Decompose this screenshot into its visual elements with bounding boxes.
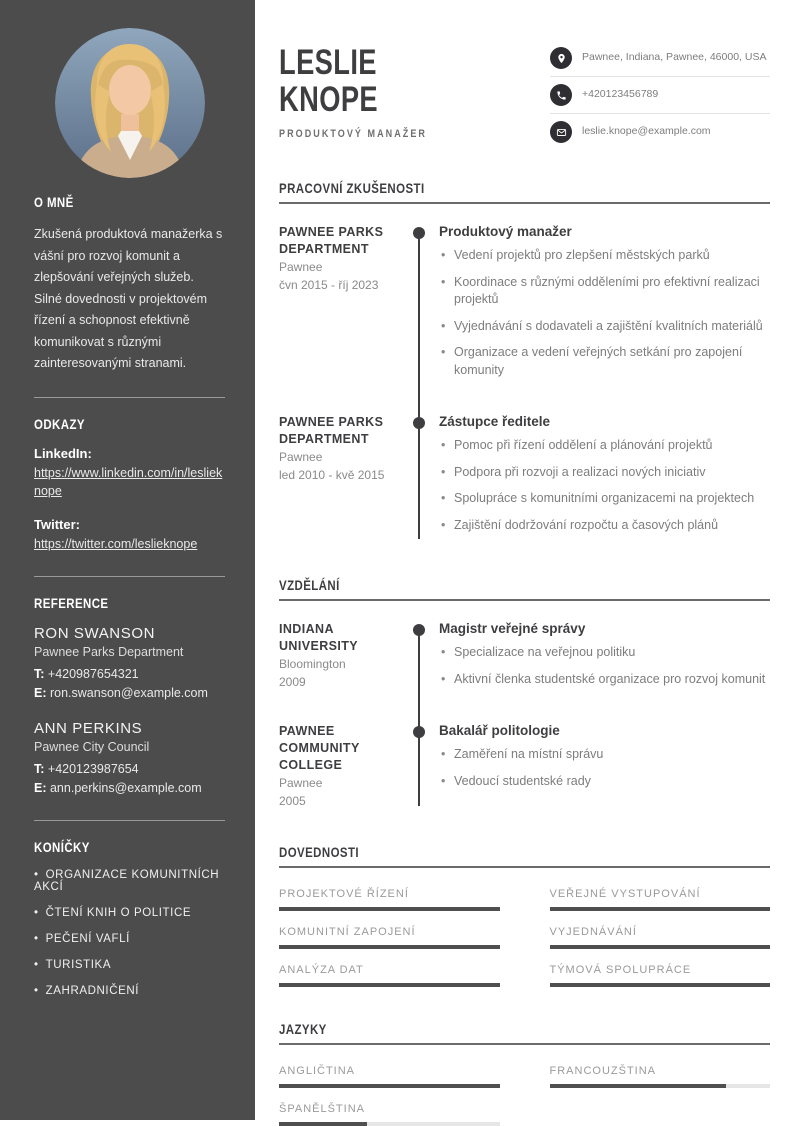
reference-phone	[34, 665, 225, 684]
skill-item	[279, 926, 500, 949]
skill-bar-fill	[550, 983, 771, 987]
links-heading: ODKAZY	[34, 415, 85, 432]
contact-location-row	[550, 40, 770, 77]
entry-dates: 2009	[279, 675, 306, 690]
timeline-column	[399, 224, 439, 388]
phone-label: T:	[34, 761, 45, 776]
language-bar	[279, 1122, 500, 1126]
reference-item	[34, 720, 225, 799]
education-entries	[279, 621, 770, 810]
contact-email-row	[550, 114, 770, 150]
section-rule	[279, 1043, 770, 1045]
reference-name: ANN PERKINS	[34, 719, 143, 737]
skill-label: TÝMOVÁ SPOLUPRÁCE	[549, 964, 692, 977]
language-item	[279, 1065, 500, 1088]
phone-label: T:	[34, 666, 45, 681]
entry-body	[439, 723, 770, 810]
social-link-item	[34, 446, 225, 502]
languages-heading: JAZYKY	[279, 1021, 327, 1038]
reference-org: Pawnee City Council	[34, 739, 150, 754]
entry-location: Pawnee	[279, 775, 323, 790]
timeline-column	[399, 723, 439, 810]
name-block	[279, 30, 459, 150]
skill-bar-fill	[550, 945, 771, 949]
section-rule	[279, 202, 770, 204]
hobby-item: • ČTENÍ KNIH O POLITICE	[34, 907, 225, 919]
entry-body	[439, 414, 770, 543]
skill-label: PROJEKTOVÉ ŘÍZENÍ	[279, 888, 409, 901]
reference-email	[34, 684, 225, 703]
section-rule	[279, 599, 770, 601]
experience-entry	[279, 414, 770, 543]
reference-email	[34, 779, 225, 798]
phone-value: +420123987654	[47, 761, 139, 776]
divider	[34, 397, 225, 398]
education-heading: VZDĚLÁNÍ	[279, 577, 340, 593]
skills-heading: DOVEDNOSTI	[279, 844, 360, 861]
links-list	[34, 446, 225, 554]
entry-dates: čvn 2015 - říj 2023	[279, 278, 379, 293]
entry-meta	[279, 414, 399, 543]
entry-role: Zástupce ředitele	[439, 414, 551, 429]
bullet-item: • Spolupráce s komunitními organizacemi na projektech	[439, 490, 770, 508]
bullet-item: • Aktivní členka studentské organizace pro rozvoj komunit	[439, 671, 770, 689]
experience-entry	[279, 224, 770, 388]
skill-bar	[550, 945, 771, 949]
about-heading: O MNĚ	[34, 194, 74, 210]
entry-school: INDIANA UNIVERSITY	[279, 622, 359, 653]
entry-org: PAWNEE PARKS DEPARTMENT	[279, 225, 384, 256]
hobby-item: • PEČENÍ VAFLÍ	[34, 933, 225, 945]
section-rule	[279, 866, 770, 868]
email-label: E:	[34, 780, 47, 795]
skill-bar-fill	[279, 983, 500, 987]
bullet-item: • Vedoucí studentské rady	[439, 773, 770, 791]
bullet-item: • Specializace na veřejnou politiku	[439, 644, 770, 662]
bullet-item: • Zajištění dodržování rozpočtu a časových plánů	[439, 517, 770, 535]
reference-phone	[34, 760, 225, 779]
timeline-dot	[413, 726, 425, 738]
entry-dates: led 2010 - kvě 2015	[279, 468, 385, 483]
skills-grid	[279, 888, 770, 987]
link-url[interactable]: https://twitter.com/leslieknope	[34, 537, 198, 551]
social-link-item	[34, 517, 225, 554]
skill-bar	[550, 983, 771, 987]
experience-entries	[279, 224, 770, 543]
email-value: ron.swanson@example.com	[49, 686, 208, 701]
skill-label: VYJEDNÁVÁNÍ	[549, 926, 637, 939]
language-label: FRANCOUZŠTINA	[549, 1065, 656, 1078]
entry-degree: Magistr veřejné správy	[439, 621, 586, 636]
language-bar-fill	[550, 1084, 726, 1088]
bullet-item: • Zaměření na místní správu	[439, 746, 770, 764]
entry-meta	[279, 723, 399, 810]
entry-role: Produktový manažer	[439, 224, 572, 239]
skill-item	[279, 964, 500, 987]
skill-item	[550, 888, 771, 911]
contact-email: leslie.knope@example.com	[582, 125, 711, 138]
skill-bar	[279, 945, 500, 949]
timeline-dot	[413, 227, 425, 239]
language-label: ŠPANĚLŠTINA	[279, 1103, 365, 1116]
skill-label: ANALÝZA DAT	[279, 964, 364, 977]
entry-body	[439, 224, 770, 388]
skill-bar	[550, 907, 771, 911]
references-heading: REFERENCE	[34, 594, 109, 611]
bullet-item: • Organizace a vedení veřejných setkání pro zapojení komunity	[439, 344, 770, 379]
education-entry	[279, 621, 770, 697]
skill-bar-fill	[279, 907, 500, 911]
timeline-column	[399, 414, 439, 543]
language-item	[279, 1103, 500, 1126]
entry-meta	[279, 224, 399, 388]
link-label: LinkedIn:	[34, 445, 92, 461]
main-content	[255, 0, 794, 1120]
timeline-dot	[413, 624, 425, 636]
skill-item	[550, 926, 771, 949]
reference-org: Pawnee Parks Department	[34, 644, 184, 659]
email-value: ann.perkins@example.com	[49, 780, 202, 795]
skill-bar	[279, 983, 500, 987]
reference-item	[34, 625, 225, 704]
section-skills	[279, 844, 770, 987]
sidebar	[0, 0, 255, 1120]
skill-bar-fill	[279, 945, 500, 949]
section-languages	[279, 1021, 770, 1126]
divider	[34, 576, 225, 577]
language-bar-fill	[279, 1122, 367, 1126]
portrait-illustration	[55, 28, 205, 178]
last-name: KNOPE	[279, 80, 379, 120]
hobbies-list	[34, 869, 225, 997]
education-entry	[279, 723, 770, 810]
entry-org: PAWNEE PARKS DEPARTMENT	[279, 415, 384, 446]
entry-bullets	[439, 437, 770, 534]
contact-block	[550, 30, 770, 150]
contact-phone: +420123456789	[582, 88, 659, 101]
entry-bullets	[439, 247, 770, 379]
email-label: E:	[34, 686, 47, 701]
entry-location: Bloomington	[279, 656, 346, 671]
contact-phone-row	[550, 77, 770, 114]
language-bar	[550, 1084, 771, 1088]
job-title: PRODUKTOVÝ MANAŽER	[279, 128, 427, 141]
link-url[interactable]: https://www.linkedin.com/in/leslieknope	[34, 465, 223, 499]
email-icon	[550, 121, 572, 143]
about-text: Zkušená produktová manažerka s vášní pro rozvoj komunit a zlepšování veřejných služeb. Silné dovednosti v projektovém řízení a schopnost efektivně komunikovat s různými zainteresovanými stranami.	[34, 227, 223, 370]
profile-photo	[55, 28, 205, 178]
phone-value: +420987654321	[47, 666, 139, 681]
location-icon	[550, 47, 572, 69]
skill-item	[550, 964, 771, 987]
timeline-dot	[413, 417, 425, 429]
skill-bar	[279, 907, 500, 911]
entry-meta	[279, 621, 399, 697]
skill-label: KOMUNITNÍ ZAPOJENÍ	[279, 926, 416, 939]
language-bar-fill	[279, 1084, 500, 1088]
entry-bullets	[439, 644, 770, 688]
phone-icon	[550, 84, 572, 106]
bullet-item: • Pomoc při řízení oddělení a plánování projektů	[439, 437, 770, 455]
references-list	[34, 625, 225, 799]
skill-item	[279, 888, 500, 911]
bullet-item: • Koordinace s různými odděleními pro efektivní realizaci projektů	[439, 274, 770, 309]
entry-school: PAWNEE COMMUNITY COLLEGE	[279, 724, 360, 772]
skill-label: VEŘEJNÉ VYSTUPOVÁNÍ	[549, 888, 701, 901]
resume-header	[279, 30, 770, 150]
hobby-item: • TURISTIKA	[34, 959, 225, 971]
first-name: LESLIE	[279, 43, 377, 82]
contact-location: Pawnee, Indiana, Pawnee, 46000, USA	[582, 51, 767, 64]
language-label: ANGLIČTINA	[279, 1065, 356, 1078]
divider	[34, 820, 225, 821]
section-education	[279, 577, 770, 810]
language-item	[550, 1065, 771, 1088]
bullet-item: • Podpora při rozvoji a realizaci nových iniciativ	[439, 464, 770, 482]
link-label: Twitter:	[34, 517, 80, 532]
experience-heading: PRACOVNÍ ZKUŠENOSTI	[279, 180, 425, 196]
entry-bullets	[439, 746, 770, 790]
section-experience	[279, 180, 770, 543]
entry-location: Pawnee	[279, 449, 323, 464]
entry-degree: Bakalář politologie	[439, 723, 560, 738]
bullet-item: • Vedení projektů pro zlepšení městských parků	[439, 247, 770, 265]
hobbies-heading: KONÍČKY	[34, 839, 90, 856]
entry-dates: 2005	[279, 794, 306, 809]
skill-bar-fill	[550, 907, 771, 911]
language-bar	[279, 1084, 500, 1088]
languages-grid	[279, 1065, 770, 1126]
entry-body	[439, 621, 770, 697]
bullet-item: • Vyjednávání s dodavateli a zajištění kvalitních materiálů	[439, 318, 770, 336]
hobby-item: • ORGANIZACE KOMUNITNÍCH AKCÍ	[34, 869, 225, 893]
reference-name: RON SWANSON	[34, 624, 156, 642]
entry-location: Pawnee	[279, 259, 323, 274]
timeline-column	[399, 621, 439, 697]
hobby-item: • ZAHRADNIČENÍ	[34, 985, 225, 997]
